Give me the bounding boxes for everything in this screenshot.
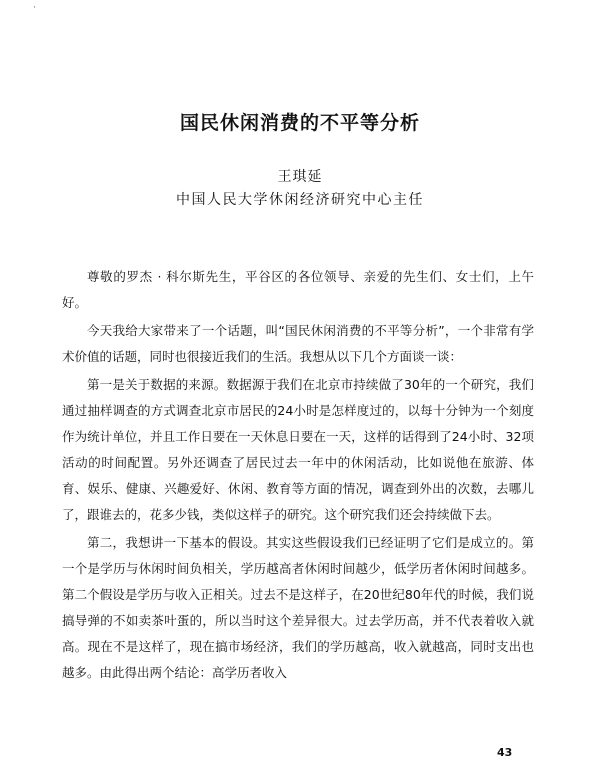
author-affiliation: 中国人民大学休闲经济研究中心主任	[176, 192, 424, 208]
paragraph-greeting: 尊敬的罗杰 · 科尔斯先生，平谷区的各位领导、亲爱的先生们、女士们，上午好。	[62, 269, 534, 310]
page-number: 43	[497, 746, 513, 757]
article-title: 国民休闲消费的不平等分析	[179, 112, 420, 134]
paragraph-data-source: 第一是关于数据的来源。数据源于我们在北京市持续做了30年的一个研究，我们通过抽样调查的方式调查北京市居民的24小时是怎样度过的，以每十分钟为一个刻度作为统计单位，并且工作日要在一天休息日要在一天，这样的话得到了24小时、32项活动的时间配置。另外还调查了居民过去一年中的休闲活动，比如说他在旅游、体育、娱乐、健康、兴趣爱好、休闲、教育等方面的情况，调查到外出的次数，去哪儿了，跟谁去的，花多少钱，类似这样子的研究。这个研究我们还会持续做下去。	[62, 377, 534, 522]
author-name: 王琪延	[277, 169, 323, 185]
corner-mark: ·	[33, 3, 36, 13]
article-body	[62, 264, 534, 688]
paragraph-hypotheses: 第二，我想讲一下基本的假设。其实这些假设我们已经证明了它们是成立的。第一个是学历与休闲时间负相关，学历越高者休闲时间越少，低学历者休闲时间越多。第二个假设是学历与收入正相关。过去不是这样子，在20世纪80年代的时候，我们说搞导弹的不如卖茶叶蛋的，所以当时这个差异很大。过去学历高，并不代表着收入就高。现在不是这样了，现在搞市场经济，我们的学历越高，收入就越高，同时支出也越多。由此得出两个结论：高学历者收入	[62, 535, 534, 680]
paragraph-intro: 今天我给大家带来了一个话题，叫“国民休闲消费的不平等分析”，一个非常有学术价值的话题，同时也很接近我们的生活。我想从以下几个方面谈一谈：	[62, 323, 534, 364]
